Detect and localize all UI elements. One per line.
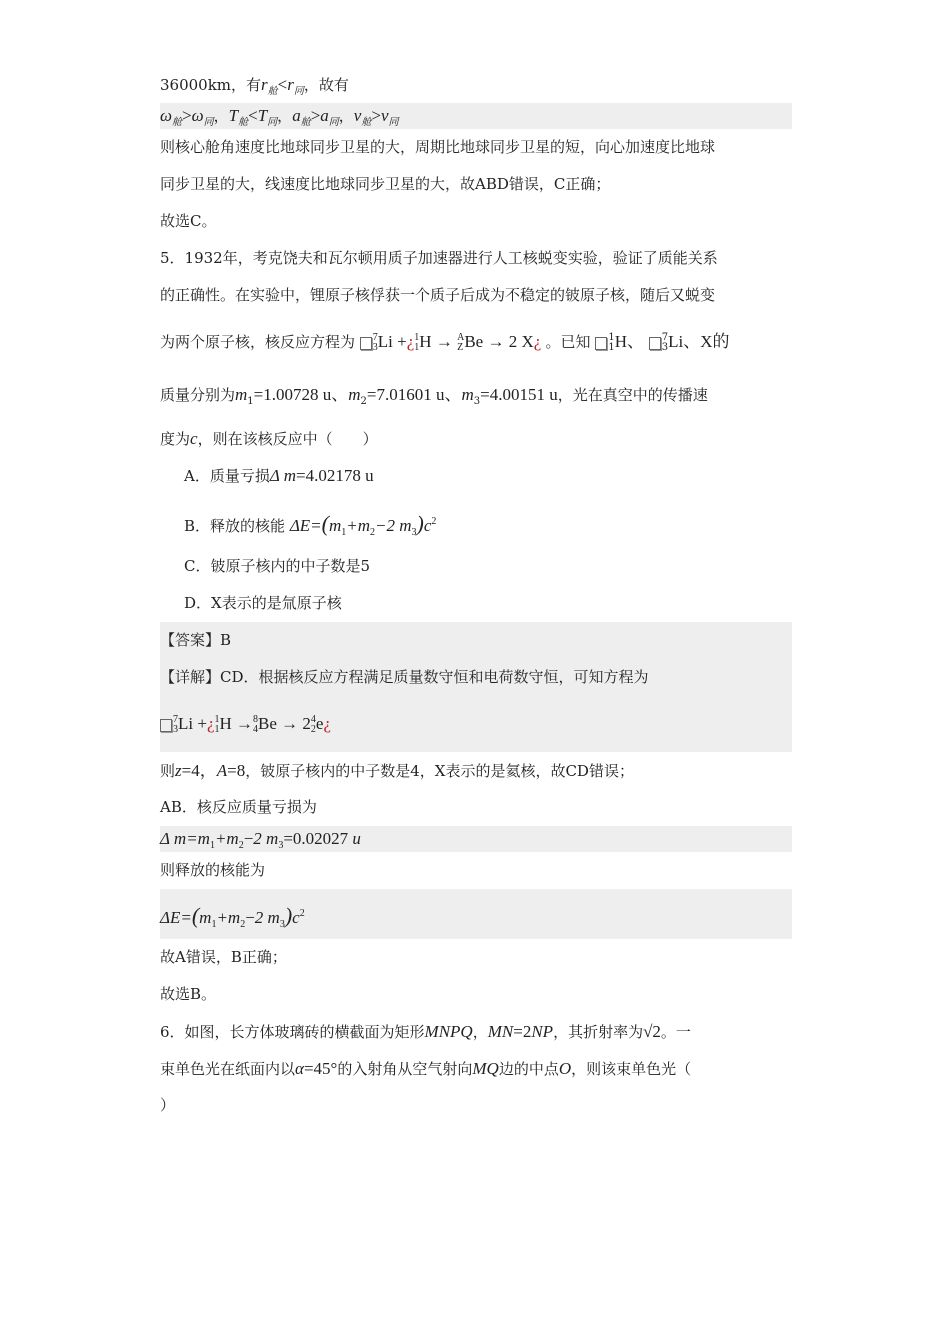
var-m: m xyxy=(348,385,361,404)
q6-line-1 xyxy=(160,1013,792,1050)
var-v: v xyxy=(380,106,389,125)
text: 为两个原子核，核反应方程为 xyxy=(160,333,356,351)
sub: 1 xyxy=(247,396,254,407)
text: 。已知 xyxy=(545,333,591,351)
option-a[interactable] xyxy=(160,457,792,494)
text: 。一 xyxy=(660,1023,691,1041)
mass-number: 8 xyxy=(253,714,259,726)
a-wrong-line: 故A错误，B正确； xyxy=(160,948,287,966)
var-r: r xyxy=(261,75,268,94)
sep: ， xyxy=(213,107,229,125)
var-mnpq: MNPQ xyxy=(424,1022,473,1041)
value: =4.02178 u xyxy=(296,466,374,485)
ab-line: AB．核反应质量亏损为 xyxy=(160,798,317,816)
iso-be xyxy=(457,333,464,353)
mass-defect-formula: Δ $m=m_1+m_2-2$ $m_3=0.02027$ u xyxy=(160,829,361,851)
sub: 同 xyxy=(328,117,339,128)
mass-number: 1 xyxy=(214,714,220,726)
sub: 3 xyxy=(473,396,481,407)
atomic-number: 4 xyxy=(253,724,259,736)
var-z: z xyxy=(175,761,182,780)
gt: > xyxy=(371,106,381,125)
placeholder-box-icon xyxy=(360,337,372,350)
sub: 同 xyxy=(267,117,278,128)
text: 的入射角从空气射向 xyxy=(337,1060,473,1078)
lt: < xyxy=(277,75,288,94)
text: ，铍原子核内的中子数是4，X表示的是氦核，故CD错误； xyxy=(245,762,634,780)
energy-line xyxy=(160,889,792,939)
text: ，故有 xyxy=(303,76,349,94)
release-line: 则释放的核能为 xyxy=(160,861,266,879)
var-m: m xyxy=(235,385,248,404)
gt: > xyxy=(182,106,192,125)
answer-block xyxy=(160,622,792,752)
sub: 同 xyxy=(293,86,304,97)
text: 度为 xyxy=(160,430,191,448)
value: =8 xyxy=(227,761,246,780)
var-T: T xyxy=(257,106,268,125)
sep: ， xyxy=(277,107,293,125)
lt: < xyxy=(248,106,258,125)
value: =4.00151 u xyxy=(480,385,558,404)
value: =45° xyxy=(303,1059,338,1078)
atomic-number: 2 xyxy=(310,724,316,736)
option-b[interactable] xyxy=(160,494,792,548)
document-page xyxy=(160,66,792,1124)
var-dm: Δ m xyxy=(269,466,297,485)
mass-number: 7 xyxy=(173,714,178,726)
detail-equation xyxy=(160,696,792,752)
text: 36000km，有 xyxy=(160,76,262,94)
atomic-number: 1 xyxy=(608,342,615,353)
sub: 舱 xyxy=(238,117,249,128)
iso-li xyxy=(373,333,378,353)
text: 6．如图，长方体玻璃砖的横截面为矩形 xyxy=(160,1023,425,1041)
q5-line-2: 的正确性。在实验中，锂原子核俘获一个质子后成为不稳定的铍原子核，随后又蜕变 xyxy=(160,286,716,304)
sub: 舱 xyxy=(361,117,372,128)
sub: 同 xyxy=(203,117,214,128)
z-line xyxy=(160,752,792,789)
energy-formula: $\Delta E=(m_1+m_2-2$ $m_3)c^2$ xyxy=(160,903,305,930)
mass-number: 4 xyxy=(310,714,316,726)
mass-number: A xyxy=(457,332,465,344)
root-2: √2 xyxy=(643,1022,661,1041)
iso-be8 xyxy=(253,715,258,735)
line-conclusion-1: 则核心舱角速度比地球同步卫星的大，周期比地球同步卫星的短，向心加速度比地球 xyxy=(160,138,716,156)
var-r: r xyxy=(287,75,294,94)
var-m: m xyxy=(461,385,474,404)
iso-he xyxy=(311,715,316,735)
iso-h xyxy=(414,333,419,353)
value: =2 xyxy=(513,1022,532,1041)
var-o: O xyxy=(558,1059,572,1078)
mass-number: 1 xyxy=(414,332,420,344)
var-alpha: α xyxy=(295,1059,304,1078)
sep: ， xyxy=(338,107,354,125)
value: =4， xyxy=(181,761,217,780)
var-mn: MN xyxy=(487,1022,514,1041)
var-c: c xyxy=(190,429,198,448)
line-answer-4: 故选C。 xyxy=(160,212,217,230)
mass-number: 1 xyxy=(608,332,615,343)
option-b-formula: $\Delta E=(m_1+m_2-2$ $m_3)c^2$ xyxy=(289,511,437,538)
iso-li xyxy=(173,715,178,735)
placeholder-box-icon xyxy=(160,719,172,732)
text: B．释放的核能 xyxy=(184,517,286,535)
text: ，其折射率为 xyxy=(553,1023,644,1041)
var-a: a xyxy=(320,106,329,125)
value: =1.00728 u、 xyxy=(253,385,349,404)
var-a: a xyxy=(292,106,301,125)
sub: 舱 xyxy=(267,86,278,97)
text: ，则该束单色光（ xyxy=(571,1060,692,1078)
option-c[interactable]: C．铍原子核内的中子数是5 xyxy=(184,557,371,575)
q5-line-4 xyxy=(160,370,792,420)
text: A．质量亏损 xyxy=(184,467,270,485)
text: 束单色光在纸面内以 xyxy=(160,1060,296,1078)
sub: 同 xyxy=(388,117,399,128)
q6-line-3: ） xyxy=(160,1096,176,1114)
reaction-equation: 7 3 Li +¿ 1 1 H → A Z Be → 2 X¿ xyxy=(360,332,546,351)
mass-number: 7 xyxy=(372,332,378,344)
sub: 舱 xyxy=(172,117,183,128)
q5-line-3 xyxy=(160,314,792,370)
sub: 2 xyxy=(360,396,367,407)
atomic-number: 3 xyxy=(661,342,669,353)
var-omega: ω xyxy=(160,106,173,125)
pick-b-line: 故选B。 xyxy=(160,985,217,1003)
atomic-number: 3 xyxy=(372,342,378,354)
var-A: A xyxy=(216,761,228,780)
text: 质量分别为 xyxy=(160,386,236,404)
mass-defect-line xyxy=(160,826,792,852)
atomic-number: 3 xyxy=(173,724,178,736)
sep: ， xyxy=(472,1023,488,1041)
gt: > xyxy=(310,106,321,125)
text: Li、X的 xyxy=(668,332,730,351)
text: ，光在真空中的传播速 xyxy=(557,386,708,404)
iso-h xyxy=(215,715,220,735)
q5-line-5 xyxy=(160,420,792,457)
atomic-number: 1 xyxy=(214,724,220,736)
var-T: T xyxy=(228,106,239,125)
reaction-equation: 7 3 Li +¿ 1 1 H → 8 4 Be → 2 4 2 e¿ xyxy=(160,714,331,733)
line-relations xyxy=(160,103,792,129)
text: 则 xyxy=(160,762,176,780)
placeholder-box-icon xyxy=(595,337,607,350)
answer-line: 【答案】B xyxy=(160,631,232,649)
q6-line-2 xyxy=(160,1050,792,1087)
sub: 舱 xyxy=(300,117,311,128)
text: 边的中点 xyxy=(498,1060,559,1078)
mass-number: 7 xyxy=(661,332,669,343)
option-d[interactable]: D．X表示的是氚原子核 xyxy=(184,594,342,612)
text: H、 xyxy=(614,332,644,351)
value: =7.01601 u、 xyxy=(366,385,462,404)
q5-line-1: 5．1932年，考克饶夫和瓦尔顿用质子加速器进行人工核蜕变实验，验证了质能关系 xyxy=(160,249,718,267)
var-v: v xyxy=(353,106,362,125)
atomic-number: 1 xyxy=(414,342,420,354)
detail-line: 【详解】CD．根据核反应方程满足质量数守恒和电荷数守恒，可知方程为 xyxy=(160,668,649,686)
placeholder-box-icon xyxy=(649,337,661,350)
line-conclusion-2: 同步卫星的大，线速度比地球同步卫星的大，故ABD错误，C正确； xyxy=(160,175,611,193)
var-mq: MQ xyxy=(472,1059,499,1078)
atomic-number: Z xyxy=(457,342,464,354)
line-orbit-radius xyxy=(160,66,792,103)
var-np: NP xyxy=(531,1022,554,1041)
var-omega: ω xyxy=(191,106,204,125)
text: ，则在该核反应中（ ） xyxy=(197,430,378,448)
